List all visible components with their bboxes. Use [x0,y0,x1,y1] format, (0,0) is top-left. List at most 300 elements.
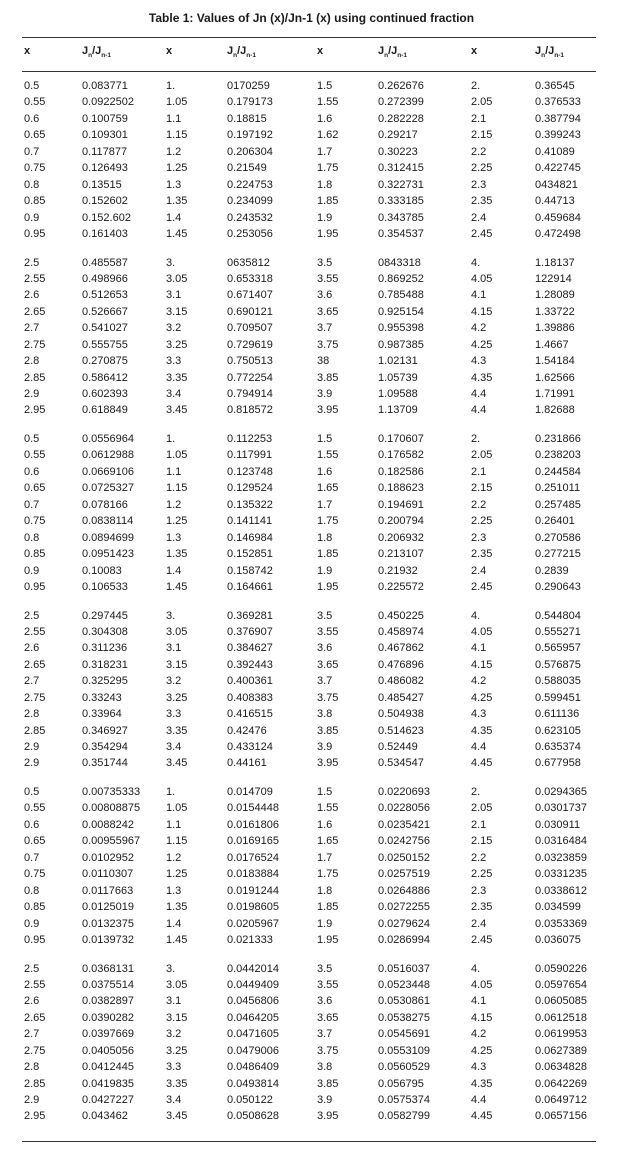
cell-ratio: 0.354294 [82,741,128,753]
table-row [0,127,623,143]
cell-ratio: 0.772254 [227,371,273,384]
cell-x: 2.6 [24,995,40,1008]
cell-ratio: 0.0125019 [82,901,134,914]
cell-x: 3.7 [317,1028,333,1041]
cell-ratio: 0.369281 [227,609,273,622]
cell-x: 4.4 [471,741,487,753]
cell-x: 3.1 [166,289,182,302]
cell-ratio: 0.450225 [378,609,424,622]
cell-ratio: 0.0191244 [227,884,279,897]
table-row [0,739,623,755]
cell-x: 0.75 [24,515,46,528]
cell-x: 2.9 [24,388,40,400]
cell-ratio: 0.129524 [227,482,273,495]
top-rule [22,37,596,38]
cell-x: 0.9 [24,917,40,930]
cell-ratio: 0.485427 [378,691,424,704]
cell-ratio: 0.476896 [378,658,424,671]
cell-ratio: 0.498966 [82,272,128,285]
cell-ratio: 0.0642269 [535,1077,587,1090]
cell-x: 4.05 [471,625,493,638]
cell-ratio: 0.504938 [378,708,424,721]
cell-ratio: 0.034599 [535,901,581,914]
cell-ratio: 0.467862 [378,642,424,655]
cell-x: 1.4 [166,917,182,930]
cell-ratio: 1.62566 [535,371,575,384]
table-row [0,993,623,1009]
cell-x: 4.45 [471,757,493,770]
cell-x: 1.65 [317,835,339,848]
cell-x: 3.15 [166,658,188,671]
table-row [0,210,623,226]
cell-x: 4.3 [471,355,487,368]
cell-x: 2.45 [471,580,493,593]
cell-ratio: 0.623105 [535,724,581,737]
cell-ratio: 1.33722 [535,305,575,318]
cell-x: 4.35 [471,724,493,737]
cell-x: 0.8 [24,531,40,544]
cell-x: 2.45 [471,227,493,240]
cell-ratio: 0434821 [535,178,578,191]
cell-x: 2.35 [471,901,493,914]
cell-ratio: 0.141141 [227,515,273,528]
table-row [0,144,623,160]
cell-ratio: 0.135322 [227,498,273,511]
cell-ratio: 0.117877 [82,145,128,158]
cell-x: 2.3 [471,531,487,544]
cell-ratio: 0.021333 [227,933,273,946]
cell-ratio: 0.270875 [82,355,128,368]
cell-x: 3.3 [166,355,182,368]
cell-ratio: 0.0553109 [378,1044,430,1057]
cell-ratio: 0.0176524 [227,851,279,864]
cell-x: 2.65 [24,1011,46,1024]
cell-ratio: 0.512653 [82,289,128,302]
cell-ratio: 0.41089 [535,145,575,158]
cell-x: 4.1 [471,642,487,655]
table-block [0,784,623,961]
cell-ratio: 0.376907 [227,625,273,638]
cell-x: 2.9 [24,1094,40,1106]
cell-ratio: 0.690121 [227,305,273,318]
cell-x: 2. [471,786,481,798]
cell-x: 1.4 [166,564,182,577]
cell-x: 3.1 [166,995,182,1008]
cell-x: 4.4 [471,404,487,417]
cell-x: 3.25 [166,691,188,704]
cell-ratio: 1.54184 [535,355,575,368]
cell-x: 2.8 [24,355,40,368]
cell-x: 0.55 [24,96,46,109]
header-ratio-2: $J_n/J_{n-1}$ [227,45,257,59]
cell-ratio: 0.161403 [82,227,128,240]
cell-ratio: 0.18815 [227,112,267,125]
table-row [0,723,623,739]
cell-x: 3.85 [317,371,339,384]
cell-ratio: 0.083771 [82,80,128,92]
cell-x: 0.75 [24,162,46,175]
cell-ratio: 0.311236 [82,642,128,655]
cell-ratio: 0.0657156 [535,1110,587,1123]
cell-x: 3.1 [166,642,182,655]
cell-x: 2.7 [24,322,40,335]
cell-ratio: 0.671407 [227,289,273,302]
cell-ratio: 0.486082 [378,675,424,688]
cell-ratio: 0.0338612 [535,884,587,897]
cell-x: 1.15 [166,129,188,142]
cell-ratio: 0.544804 [535,609,581,622]
cell-x: 3.75 [317,1044,339,1057]
cell-ratio: 0.0205967 [227,917,279,930]
cell-ratio: 0.555755 [82,338,128,351]
cell-x: 2.3 [471,178,487,191]
cell-x: 2.2 [471,498,487,511]
cell-x: 2.9 [24,757,40,770]
cell-ratio: 0.126493 [82,162,128,175]
cell-x: 0.55 [24,449,46,462]
cell-ratio: 0.384627 [227,642,273,655]
table-row [0,193,623,209]
cell-x: 3.4 [166,741,182,753]
cell-x: 0.65 [24,129,46,142]
cell-ratio: 0.399243 [535,129,581,142]
cell-ratio: 0.0545691 [378,1028,430,1041]
table-row [0,513,623,529]
table-row [0,497,623,513]
cell-x: 2.55 [24,978,46,991]
table-row [0,1026,623,1042]
cell-ratio: 0.179173 [227,96,273,109]
cell-ratio: 1.71991 [535,388,575,400]
cell-ratio: 0.0471605 [227,1028,279,1041]
cell-x: 3.4 [166,388,182,400]
cell-x: 1.95 [317,933,339,946]
cell-x: 3.05 [166,272,188,285]
cell-x: 3.45 [166,404,188,417]
cell-ratio: 0.0235421 [378,818,430,831]
table-row [0,402,623,418]
cell-ratio: 0.106533 [82,580,128,593]
cell-x: 2.75 [24,691,46,704]
cell-x: 1.85 [317,195,339,208]
cell-x: 1.35 [166,195,188,208]
cell-ratio: 0.0382897 [82,995,134,1008]
cell-x: 2.95 [24,1110,46,1123]
cell-ratio: 0.0323859 [535,851,587,864]
cell-ratio: 0.10083 [82,564,122,577]
cell-x: 1.5 [317,433,333,445]
cell-ratio: 0.0612988 [82,449,134,462]
cell-x: 1.25 [166,868,188,881]
cell-ratio: 0.2839 [535,564,569,577]
cell-ratio: 0.0294365 [535,786,587,798]
cell-ratio: 0.0132375 [82,917,134,930]
cell-x: 2.85 [24,1077,46,1090]
table-row [0,271,623,287]
cell-x: 1.55 [317,96,339,109]
cell-ratio: 0.0612518 [535,1011,587,1024]
cell-ratio: 0843318 [378,256,421,269]
cell-x: 4.1 [471,995,487,1008]
table-row [0,1092,623,1108]
cell-x: 1.85 [317,901,339,914]
cell-x: 2. [471,433,481,445]
cell-x: 0.55 [24,802,46,815]
header-ratio-4: $J_n/J_{n-1}$ [535,45,565,59]
cell-x: 3.05 [166,625,188,638]
table-row [0,546,623,562]
cell-x: 2.95 [24,404,46,417]
table-row [0,673,623,689]
cell-ratio: 0.224753 [227,178,273,191]
cell-x: 3. [166,256,176,269]
cell-ratio: 0.0508628 [227,1110,279,1123]
cell-ratio: 0.272399 [378,96,424,109]
cell-ratio: 0.146984 [227,531,273,544]
cell-ratio: 0.0316484 [535,835,587,848]
cell-x: 0.5 [24,433,40,445]
cell-ratio: 0.0479006 [227,1044,279,1057]
table-block [0,78,623,255]
cell-ratio: 0.0838114 [82,515,134,528]
cell-ratio: 0.188623 [378,482,424,495]
cell-x: 4.4 [471,388,487,400]
cell-x: 4.05 [471,978,493,991]
cell-x: 4.25 [471,691,493,704]
cell-ratio: 0.0117663 [82,884,134,897]
cell-x: 1.62 [317,129,339,142]
cell-x: 4. [471,609,481,622]
cell-ratio: 0.112253 [227,433,273,445]
cell-ratio: 0.0590226 [535,962,587,975]
cell-ratio: 0.818572 [227,404,273,417]
cell-x: 0.75 [24,868,46,881]
cell-ratio: 0.152.602 [82,211,131,224]
cell-x: 2.8 [24,1061,40,1074]
cell-ratio: 0.21932 [378,564,418,577]
cell-ratio: 0.0493814 [227,1077,279,1090]
cell-ratio: 0.0538275 [378,1011,430,1024]
cell-ratio: 1.02131 [378,355,418,368]
cell-x: 1.7 [317,145,333,158]
cell-ratio: 0.987385 [378,338,424,351]
cell-x: 0.65 [24,482,46,495]
cell-ratio: 0.0951423 [82,548,134,561]
cell-x: 0.7 [24,145,40,158]
table-row [0,1108,623,1124]
cell-x: 2.65 [24,658,46,671]
cell-ratio: 0.0516037 [378,962,430,975]
cell-x: 2.4 [471,917,487,930]
table-row [0,640,623,656]
cell-x: 2.1 [471,112,487,125]
cell-x: 3.2 [166,1028,182,1041]
cell-x: 4.25 [471,1044,493,1057]
cell-ratio: 0170259 [227,80,270,92]
table-row [0,1076,623,1092]
table-row [0,226,623,242]
cell-x: 1.6 [317,112,333,125]
table-row [0,177,623,193]
cell-ratio: 0.52449 [378,741,418,753]
cell-x: 0.6 [24,818,40,831]
cell-x: 2.7 [24,1028,40,1041]
cell-ratio: 0.21549 [227,162,267,175]
table-title: Table 1: Values of Jn (x)/Jn-1 (x) using continued fraction [148,11,475,25]
cell-x: 2.05 [471,802,493,815]
cell-x: 3.15 [166,305,188,318]
cell-x: 1.6 [317,818,333,831]
cell-ratio: 0.351744 [82,757,128,770]
cell-x: 2.25 [471,162,493,175]
cell-ratio: 0.00955967 [82,835,141,848]
cell-ratio: 0.014709 [227,786,273,798]
cell-x: 1.5 [317,80,333,92]
cell-ratio: 0.0556964 [82,433,134,445]
cell-ratio: 0.277215 [535,548,581,561]
cell-ratio: 0.0449409 [227,978,279,991]
cell-ratio: 0.0169165 [227,835,279,848]
cell-x: 2.7 [24,675,40,688]
cell-x: 1.8 [317,178,333,191]
cell-ratio: 0.0627389 [535,1044,587,1057]
cell-ratio: 0.565957 [535,642,581,655]
cell-ratio: 0.0523448 [378,978,430,991]
cell-x: 3.25 [166,1044,188,1057]
cell-x: 3.6 [317,995,333,1008]
cell-x: 4. [471,256,481,269]
cell-x: 2.45 [471,933,493,946]
cell-x: 1.45 [166,580,188,593]
cell-ratio: 0.00735333 [82,786,141,798]
cell-x: 1.25 [166,515,188,528]
cell-ratio: 0.238203 [535,449,581,462]
cell-x: 3.65 [317,1011,339,1024]
cell-ratio: 0.0161806 [227,818,279,831]
cell-ratio: 0.0272255 [378,901,430,914]
cell-ratio: 0.0634828 [535,1061,587,1074]
cell-x: 0.7 [24,851,40,864]
table-row [0,961,623,977]
cell-ratio: 1.82688 [535,404,575,417]
cell-x: 1.45 [166,227,188,240]
cell-x: 3.35 [166,371,188,384]
cell-ratio: 0.0110307 [82,868,134,881]
cell-x: 3.85 [317,1077,339,1090]
cell-ratio: 0.257485 [535,498,581,511]
cell-ratio: 0.433124 [227,741,273,753]
cell-x: 1.25 [166,162,188,175]
cell-ratio: 0.0605085 [535,995,587,1008]
cell-ratio: 0.164661 [227,580,273,593]
cell-x: 1.55 [317,449,339,462]
cell-ratio: 0.170607 [378,433,424,445]
cell-x: 1.35 [166,548,188,561]
cell-ratio: 0.243532 [227,211,273,224]
cell-ratio: 0.290643 [535,580,581,593]
cell-ratio: 0.0575374 [378,1094,430,1106]
cell-ratio: 0.182586 [378,465,424,478]
cell-x: 0.85 [24,195,46,208]
cell-x: 2.65 [24,305,46,318]
cell-x: 2.5 [24,962,40,975]
cell-ratio: 0.0228056 [378,802,430,815]
cell-x: 1.85 [317,548,339,561]
cell-x: 0.9 [24,211,40,224]
cell-x: 3.6 [317,642,333,655]
cell-x: 1.6 [317,465,333,478]
cell-x: 2.25 [471,868,493,881]
cell-x: 0.95 [24,933,46,946]
cell-x: 2.9 [24,741,40,753]
table-row [0,480,623,496]
cell-x: 1.2 [166,498,182,511]
cell-ratio: 0.709507 [227,322,273,335]
cell-x: 3.35 [166,724,188,737]
cell-x: 3. [166,609,176,622]
cell-ratio: 0.0412445 [82,1061,134,1074]
table-row [0,370,623,386]
cell-x: 3.4 [166,1094,182,1106]
cell-x: 3.9 [317,1094,333,1106]
cell-x: 3.05 [166,978,188,991]
cell-ratio: 0.586412 [82,371,128,384]
cell-ratio: 0.611136 [535,708,580,721]
cell-ratio: 0.262676 [378,80,424,92]
cell-ratio: 0.0442014 [227,962,279,975]
cell-ratio: 0.869252 [378,272,424,285]
cell-x: 0.95 [24,580,46,593]
cell-ratio: 0.0405056 [82,1044,134,1057]
cell-ratio: 0.0154448 [227,802,279,815]
cell-x: 1.75 [317,162,339,175]
table-row [0,337,623,353]
cell-x: 4.2 [471,322,487,335]
cell-x: 1.3 [166,884,182,897]
cell-ratio: 0.0242756 [378,835,430,848]
cell-x: 1.5 [317,786,333,798]
cell-x: 3.7 [317,675,333,688]
cell-ratio: 0.13515 [82,178,122,191]
cell-x: 3.6 [317,289,333,302]
cell-ratio: 1.39886 [535,322,575,335]
cell-ratio: 0.0669106 [82,465,134,478]
cell-ratio: 0.485587 [82,256,128,269]
cell-ratio: 0.0183884 [227,868,279,881]
cell-x: 2.3 [471,884,487,897]
cell-x: 3.55 [317,625,339,638]
cell-x: 3. [166,962,176,975]
cell-x: 3.95 [317,404,339,417]
cell-x: 3.95 [317,757,339,770]
cell-x: 2.55 [24,625,46,638]
cell-x: 0.95 [24,227,46,240]
cell-ratio: 0.392443 [227,658,273,671]
table-row [0,1059,623,1075]
cell-x: 2.5 [24,609,40,622]
cell-x: 4.2 [471,675,487,688]
table-row [0,304,623,320]
cell-x: 3.35 [166,1077,188,1090]
cell-x: 2.35 [471,548,493,561]
cell-x: 1.15 [166,482,188,495]
header-x-1: x [24,45,31,57]
cell-x: 1.1 [166,112,182,125]
table-row [0,850,623,866]
cell-ratio: 0.117991 [227,449,273,462]
table-row [0,160,623,176]
cell-ratio: 0.0582799 [378,1110,430,1123]
